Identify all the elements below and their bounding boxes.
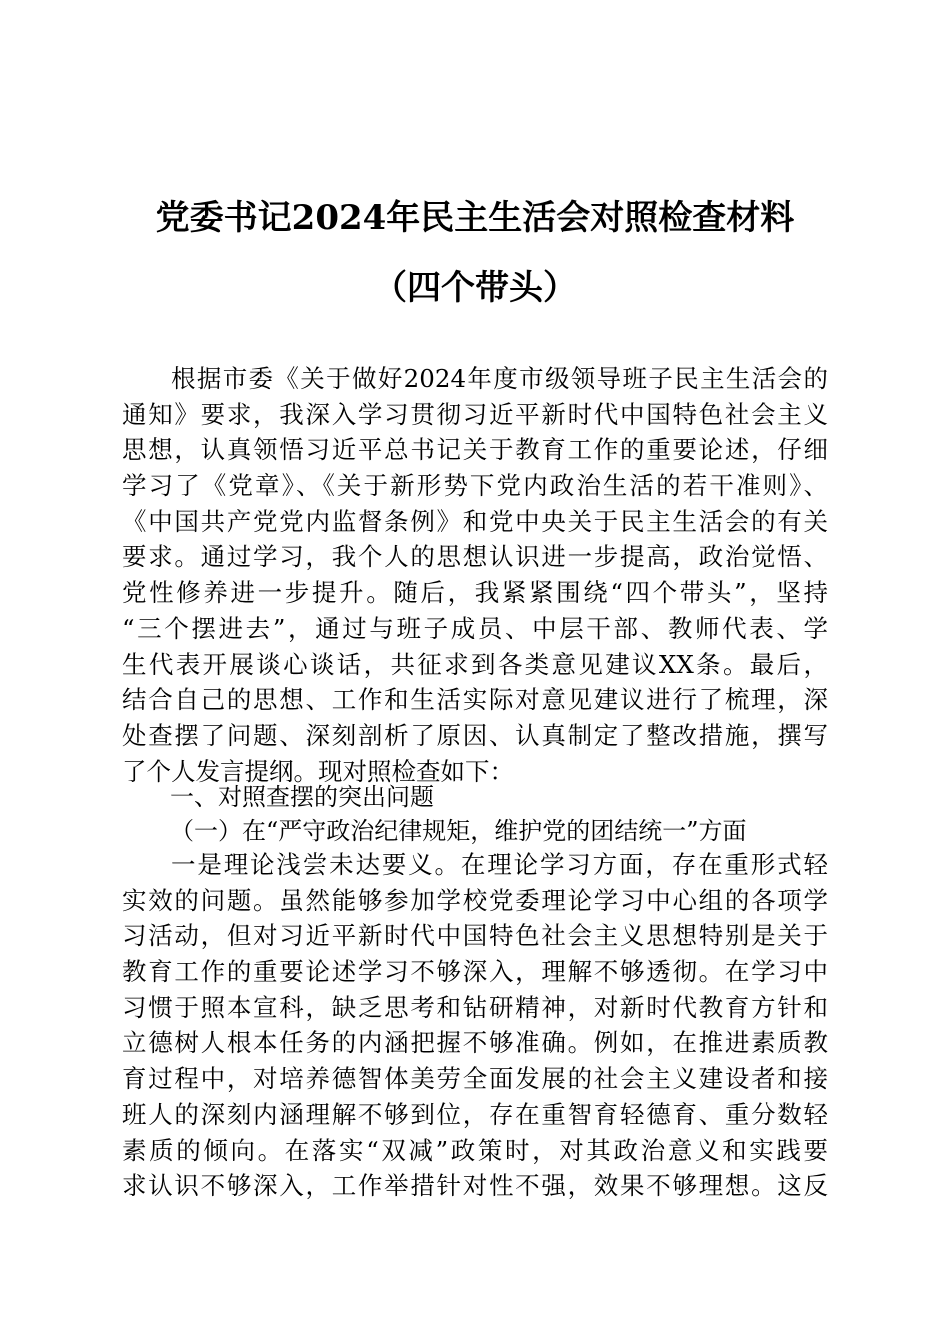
paragraph-line: 根据市委《关于做好2024年度市级领导班子民主生活会的 [171,364,828,393]
paragraph-line: 一是理论浅尝未达要义。在理论学习方面，存在重形式轻 [171,850,828,879]
paragraph-line: 生代表开展谈心谈话，共征求到各类意见建议XX条。最后， [122,649,828,679]
paragraph-line: 立德树人根本任务的内涵把握不够准确。例如，在推进素质教 [122,1028,828,1058]
paragraph-line: 习活动，但对习近平新时代中国特色社会主义思想特别是关于 [122,921,828,951]
document-subtitle: （四个带头） [373,268,577,308]
subsection-heading: （一）在“严守政治纪律规矩，维护党的团结统一”方面 [170,817,747,845]
paragraph-line: 习惯于照本宣科，缺乏思考和钻研精神，对新时代教育方针和 [122,992,828,1022]
paragraph-line: 思想，认真领悟习近平总书记关于教育工作的重要论述，仔细 [122,435,828,465]
paragraph-line: 处查摆了问题、深刻剖析了原因、认真制定了整改措施，撰写 [122,720,828,750]
paragraph-line: 求认识不够深入，工作举措针对性不强，效果不够理想。这反 [122,1171,828,1201]
paragraph-line: 结合自己的思想、工作和生活实际对意见建议进行了梳理，深 [122,685,828,715]
paragraph-line: 育过程中，对培养德智体美劳全面发展的社会主义建设者和接 [122,1064,828,1094]
document-title: 党委书记2024年民主生活会对照检查材料 [155,198,795,238]
section-heading: 一、对照查摆的突出问题 [170,783,434,811]
body-paragraph [122,847,828,1204]
paragraph-line: 学习了《党章》、《关于新形势下党内政治生活的若干准则》、 [122,471,828,501]
intro-paragraph [122,361,828,789]
paragraph-line: 实效的问题。虽然能够参加学校党委理论学习中心组的各项学 [122,885,828,915]
paragraph-line: 了个人发言提纲。现对照检查如下： [122,756,514,786]
paragraph-line: 党性修养进一步提升。随后，我紧紧围绕“四个带头”，坚持 [122,578,828,608]
paragraph-line: 通知》要求，我深入学习贯彻习近平新时代中国特色社会主义 [122,399,828,429]
paragraph-line: 班人的深刻内涵理解不够到位，存在重智育轻德育、重分数轻 [122,1099,828,1129]
paragraph-line: 要求。通过学习，我个人的思想认识进一步提高，政治觉悟、 [122,542,828,572]
paragraph-line: 《中国共产党党内监督条例》和党中央关于民主生活会的有关 [122,506,828,536]
paragraph-line: “三个摆进去”，通过与班子成员、中层干部、教师代表、学 [122,613,828,643]
paragraph-line: 教育工作的重要论述学习不够深入，理解不够透彻。在学习中 [122,957,828,987]
paragraph-line: 素质的倾向。在落实“双减”政策时，对其政治意义和实践要 [122,1135,828,1165]
